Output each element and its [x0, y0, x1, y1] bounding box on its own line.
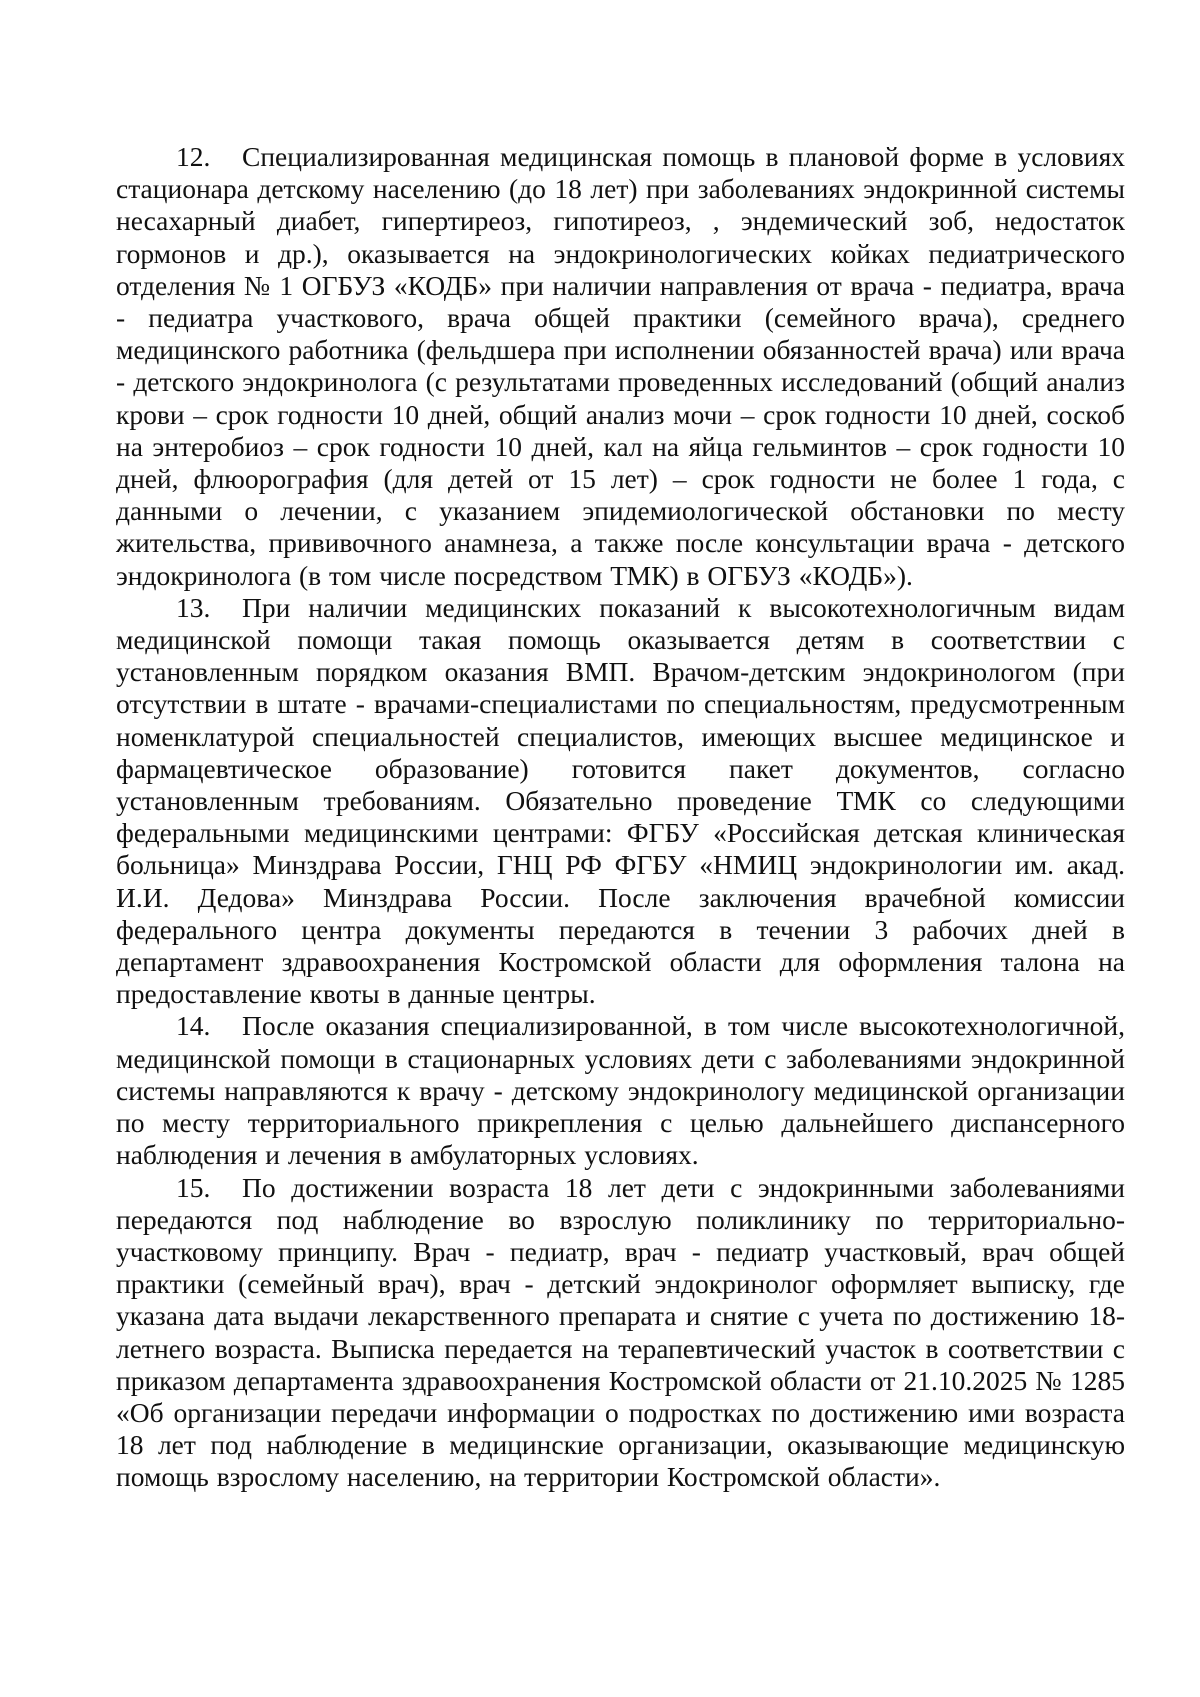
paragraph-14: [116, 1010, 1125, 1171]
paragraph-number: 13.: [176, 591, 211, 623]
paragraph-number: 15.: [176, 1171, 211, 1203]
paragraph-text: Специализированная медицинская помощь в плановой форме в условиях стационара детскому населению (до 18 лет) при заболеваниях эндокринной системы несахарный диабет, гипертиреоз, гипотиреоз, , эндемический зоб, недостаток гормонов и др.), оказывается на эндокринологических койках педиатрического отделения № 1 ОГБУЗ «КОДБ» при наличии направления от врача - педиатра, врача - педиатра участкового, врача общей практики (семейного врача), среднего медицинского работника (фельдшера при исполнении обязанностей врача) или врача - детского эндокринолога (с результатами проведенных исследований (общий анализ крови – срок годности 10 дней, общий анализ мочи – срок годности 10 дней, соскоб на энтеробиоз – срок годности 10 дней, кал на яйца гельминтов – срок годности 10 дней, флюорография (для детей от 15 лет) – срок годности не более 1 года, с данными о лечении, с указанием эпидемиологической обстановки по месту жительства, прививочного анамнеза, а также после консультации врача - детского эндокринолога (в том числе посредством ТМК) в ОГБУЗ «КОДБ»).: [116, 141, 1125, 591]
paragraph-number: 12.: [176, 141, 211, 172]
paragraph-13: [116, 592, 1125, 1011]
paragraph-text: По достижении возраста 18 лет дети с эндокринными заболеваниями передаются под наблюдение во взрослую поликлинику по территориально-участковому принципу. Врач - педиатр, врач - педиатр участковый, врач общей практики (семейный врач), врач - детский эндокринолог оформляет выписку, где указана дата выдачи лекарственного препарата и снятие с учета по достижению 18-летнего возраста. Выписка передается на терапевтический участок в соответствии с приказом департамента здравоохранения Костромской области от 21.10.2025 № 1285 «Об организации передачи информации о подростках по достижению ими возраста 18 лет под наблюдение в медицинские организации, оказывающие медицинскую помощь взрослому населению, на территории Костромской области».: [116, 1171, 1125, 1493]
paragraph-text: При наличии медицинских показаний к высокотехнологичным видам медицинской помощи такая помощь оказывается детям в соответствии с установленным порядком оказания ВМП. Врачом-детским эндокринологом (при отсутствии в штате - врачами-специалистами по специальностям, предусмотренным номенклатурой специальностей специалистов, имеющих высшее медицинское и фармацевтическое образование) готовится пакет документов, согласно установленным требованиям. Обязательно проведение ТМК со следующими федеральными медицинскими центрами: ФГБУ «Российская детская клиническая больница» Минздрава России, ГНЦ РФ ФГБУ «НМИЦ эндокринологии им. акад. И.И. Дедова» Минздрава России. После заключения врачебной комиссии федерального центра документы передаются в течении 3 рабочих дней в департамент здравоохранения Костромской области для оформления талона на предоставление квоты в данные центры.: [116, 591, 1125, 1010]
paragraph-number: 14.: [176, 1010, 211, 1042]
document-body: [116, 141, 1125, 1494]
paragraph-12: [116, 141, 1125, 592]
paragraph-text: После оказания специализированной, в том числе высокотехнологичной, медицинской помощи в стационарных условиях дети с заболеваниями эндокринной системы направляются к врачу - детскому эндокринологу медицинской организации по месту территориального прикрепления с целью дальнейшего диспансерного наблюдения и лечения в амбулаторных условиях.: [116, 1010, 1125, 1171]
paragraph-15: [116, 1172, 1125, 1494]
